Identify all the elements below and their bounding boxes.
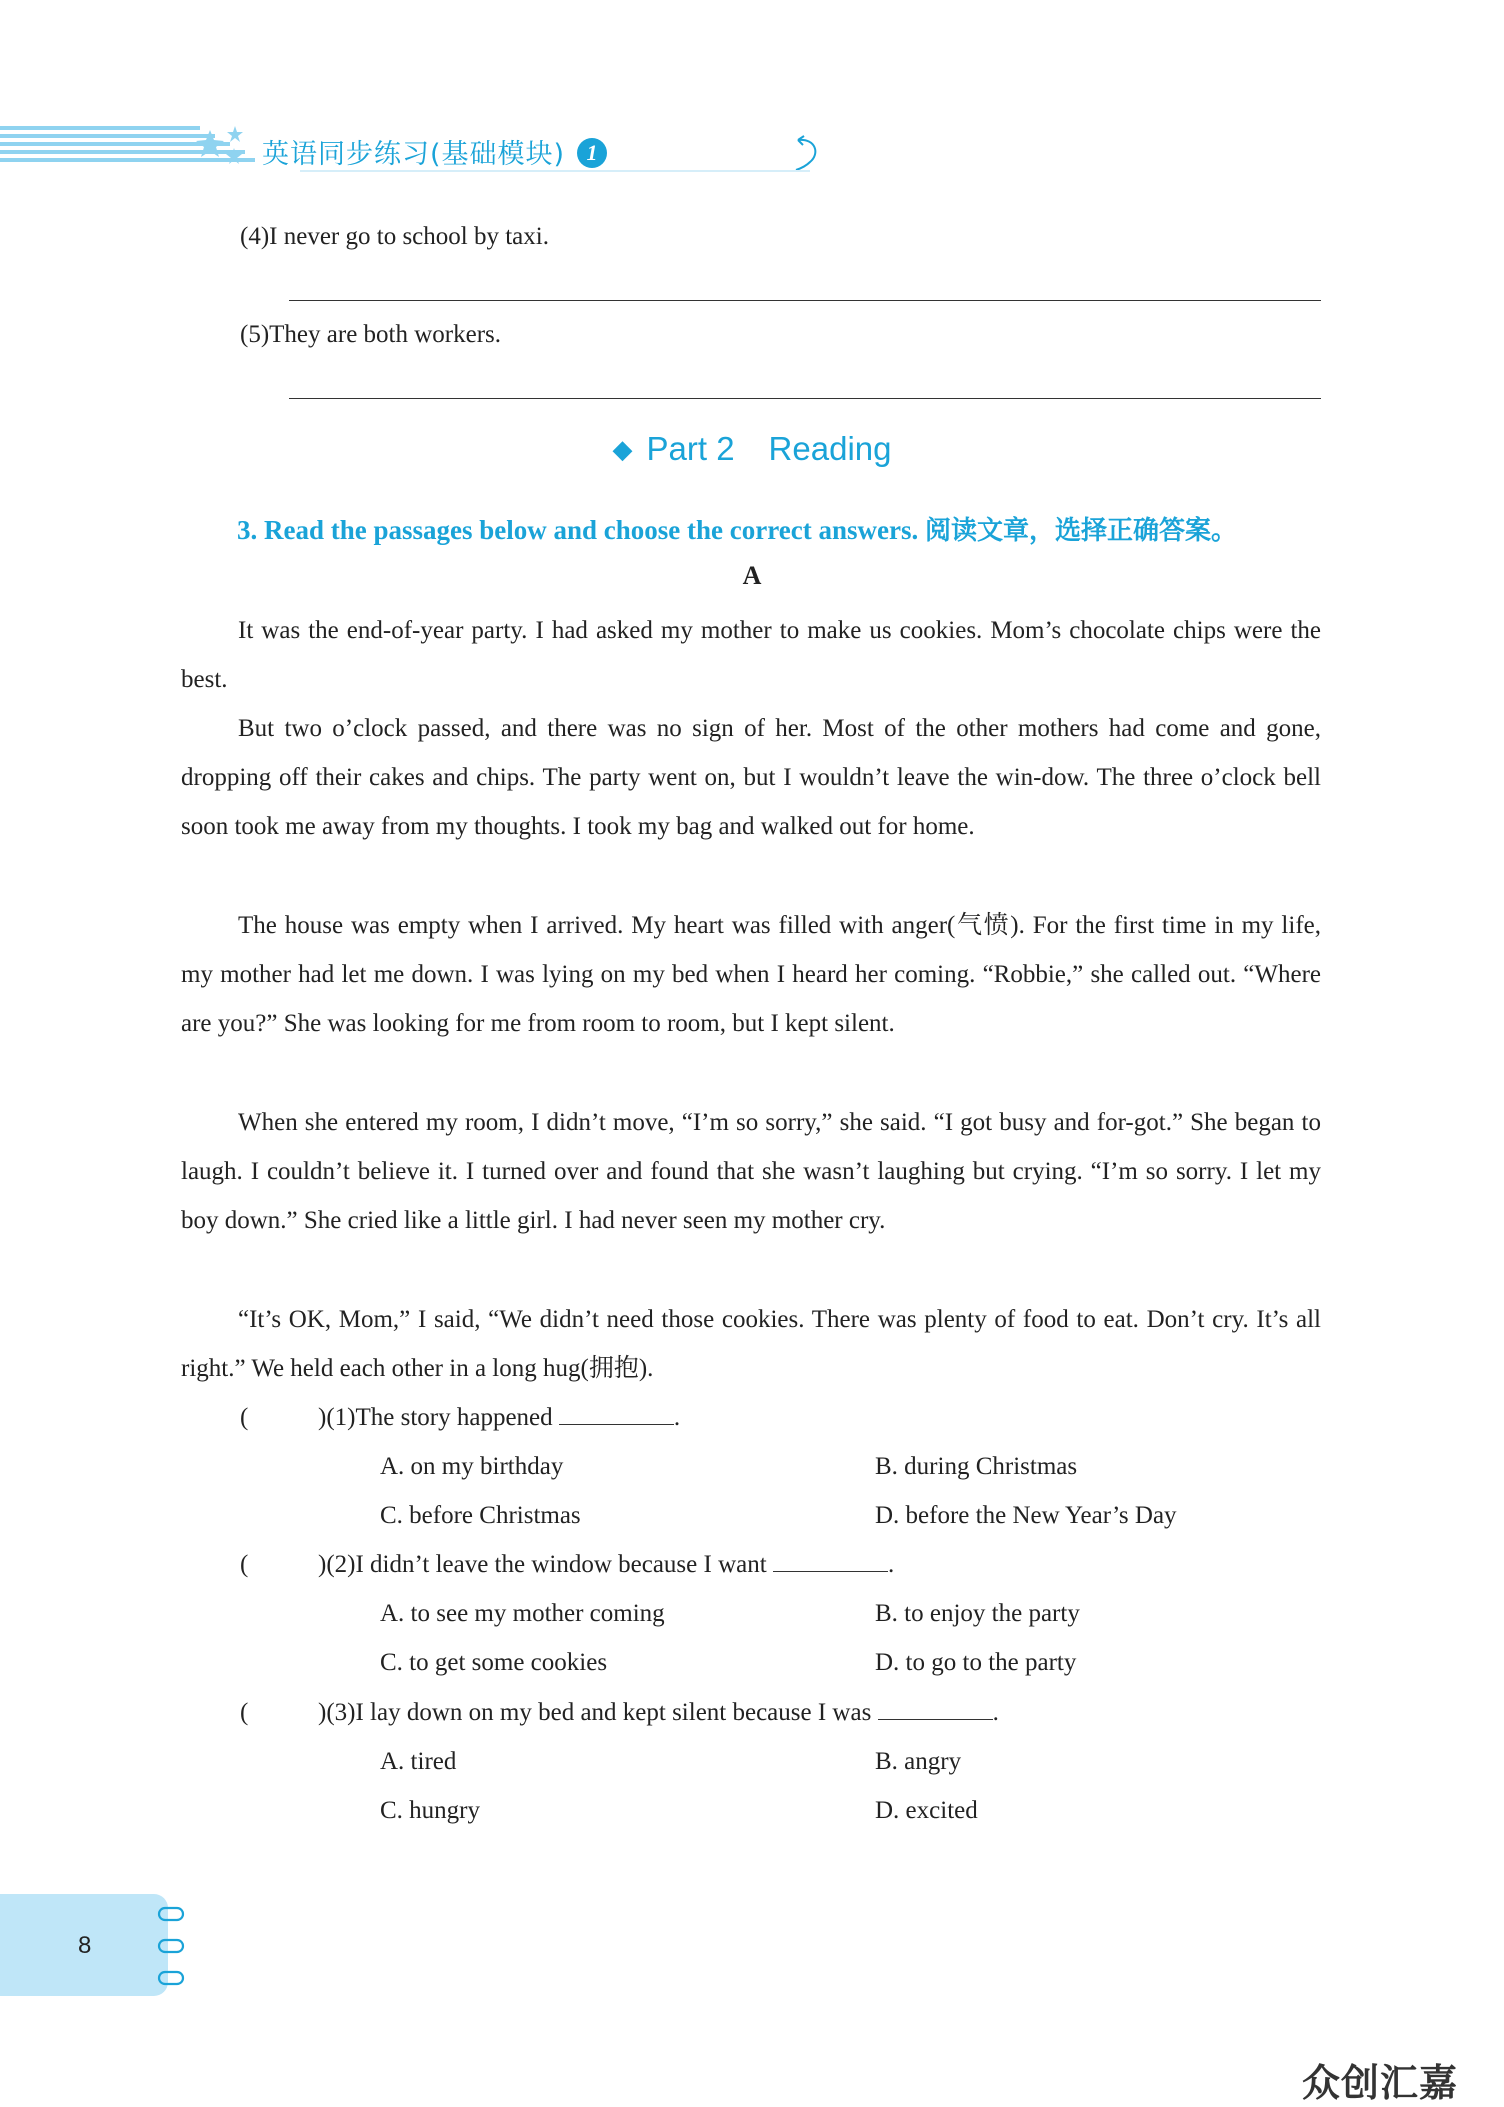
fill-blank: [559, 1404, 674, 1425]
answer-line-5: [289, 398, 1321, 399]
question-3-option-d[interactable]: D. excited: [875, 1797, 978, 1824]
question-2-option-d[interactable]: D. to go to the party: [875, 1649, 1077, 1676]
header-title: 英语同步练习(基础模块): [262, 139, 566, 170]
passage-paragraph-5: “It’s OK, Mom,” I said, “We didn’t need those cookies. There was plenty of food to eat. Don’t cry. It’s all right.” We held each other in a long hug(拥抱).: [181, 1306, 1321, 1383]
question-stem: )(2)I didn’t leave the window because I want: [318, 1551, 767, 1578]
question-end: .: [887, 1551, 895, 1578]
question-3-option-a[interactable]: A. tired: [380, 1748, 457, 1775]
question-1-option-b[interactable]: B. during Christmas: [875, 1453, 1078, 1480]
exercise-item-5: (5)They are both workers.: [240, 321, 502, 348]
question-1-option-a[interactable]: A. on my birthday: [380, 1453, 564, 1480]
fill-blank: [773, 1551, 888, 1572]
exercise-item-4: (4)I never go to school by taxi.: [240, 223, 549, 250]
instruction-cn: 阅读文章，选择正确答案。: [924, 516, 1237, 546]
diamond-icon: ◆: [612, 434, 633, 464]
question-1-option-d[interactable]: D. before the New Year’s Day: [875, 1502, 1177, 1529]
question-3: [240, 1688, 999, 1737]
passage-paragraph-2: But two o’clock passed, and there was no sign of her. Most of the other mothers had come and gone, dropping off their cakes and chips. The party went on, but I wouldn’t leave the win-dow. The three o’clock bell soon took me away from my thoughts. I took my bag and walked out for home.: [181, 715, 1321, 841]
question-2-option-b[interactable]: B. to enjoy the party: [875, 1600, 1080, 1627]
part-label: Part 2: [646, 430, 735, 467]
instruction: [237, 510, 1237, 547]
question-end: .: [673, 1404, 681, 1431]
passage-paragraph-1: It was the end-of-year party. I had asked my mother to make us cookies. Mom’s chocolate chips were the best.: [181, 617, 1321, 694]
page-number: 8: [78, 1932, 92, 1959]
part-name: Reading: [768, 430, 892, 467]
passage-label: A: [742, 561, 762, 590]
binder-rings-icon: [156, 1906, 186, 1993]
watermark: 众创汇嘉: [1302, 2061, 1459, 2105]
part-title: [0, 430, 1504, 468]
answer-bracket[interactable]: (: [240, 1551, 249, 1578]
header-curl-decoration: [790, 132, 830, 181]
question-1: [240, 1393, 680, 1442]
question-3-option-b[interactable]: B. angry: [875, 1748, 962, 1775]
header-stripes-graphic: [0, 124, 300, 172]
question-3-option-c[interactable]: C. hungry: [380, 1797, 480, 1824]
volume-badge: 1: [577, 138, 607, 168]
answer-bracket[interactable]: (: [240, 1404, 249, 1431]
question-1-option-c[interactable]: C. before Christmas: [380, 1502, 581, 1529]
question-2: [240, 1540, 894, 1589]
passage-paragraph-4: When she entered my room, I didn’t move, “I’m so sorry,” she said. “I got busy and for-got.” She began to laugh. I couldn’t believe it. I turned over and found that she wasn’t laughing but crying. “I’m so sorry. I let my boy down.” She cried like a little girl. I had never seen my mother cry.: [181, 1109, 1321, 1235]
fill-blank: [878, 1699, 993, 1720]
question-end: .: [992, 1699, 999, 1726]
question-2-option-c[interactable]: C. to get some cookies: [380, 1649, 608, 1676]
header-underline: [300, 170, 810, 172]
answer-line-4: [289, 300, 1321, 301]
header-stripes: [0, 124, 300, 172]
answer-bracket[interactable]: (: [240, 1699, 249, 1726]
passage-paragraph-3: The house was empty when I arrived. My heart was filled with anger(气愤). For the first time in my life, my mother had let me down. I was lying on my bed when I heard her coming. “Robbie,” she called out. “Where are you?” She was looking for me from room to room, but I kept silent.: [181, 912, 1321, 1038]
question-stem: )(3)I lay down on my bed and kept silent because I was: [318, 1699, 872, 1726]
question-stem: )(1)The story happened: [318, 1404, 553, 1431]
instruction-en: 3. Read the passages below and choose the correct answers.: [237, 515, 919, 545]
question-2-option-a[interactable]: A. to see my mother coming: [380, 1600, 665, 1627]
